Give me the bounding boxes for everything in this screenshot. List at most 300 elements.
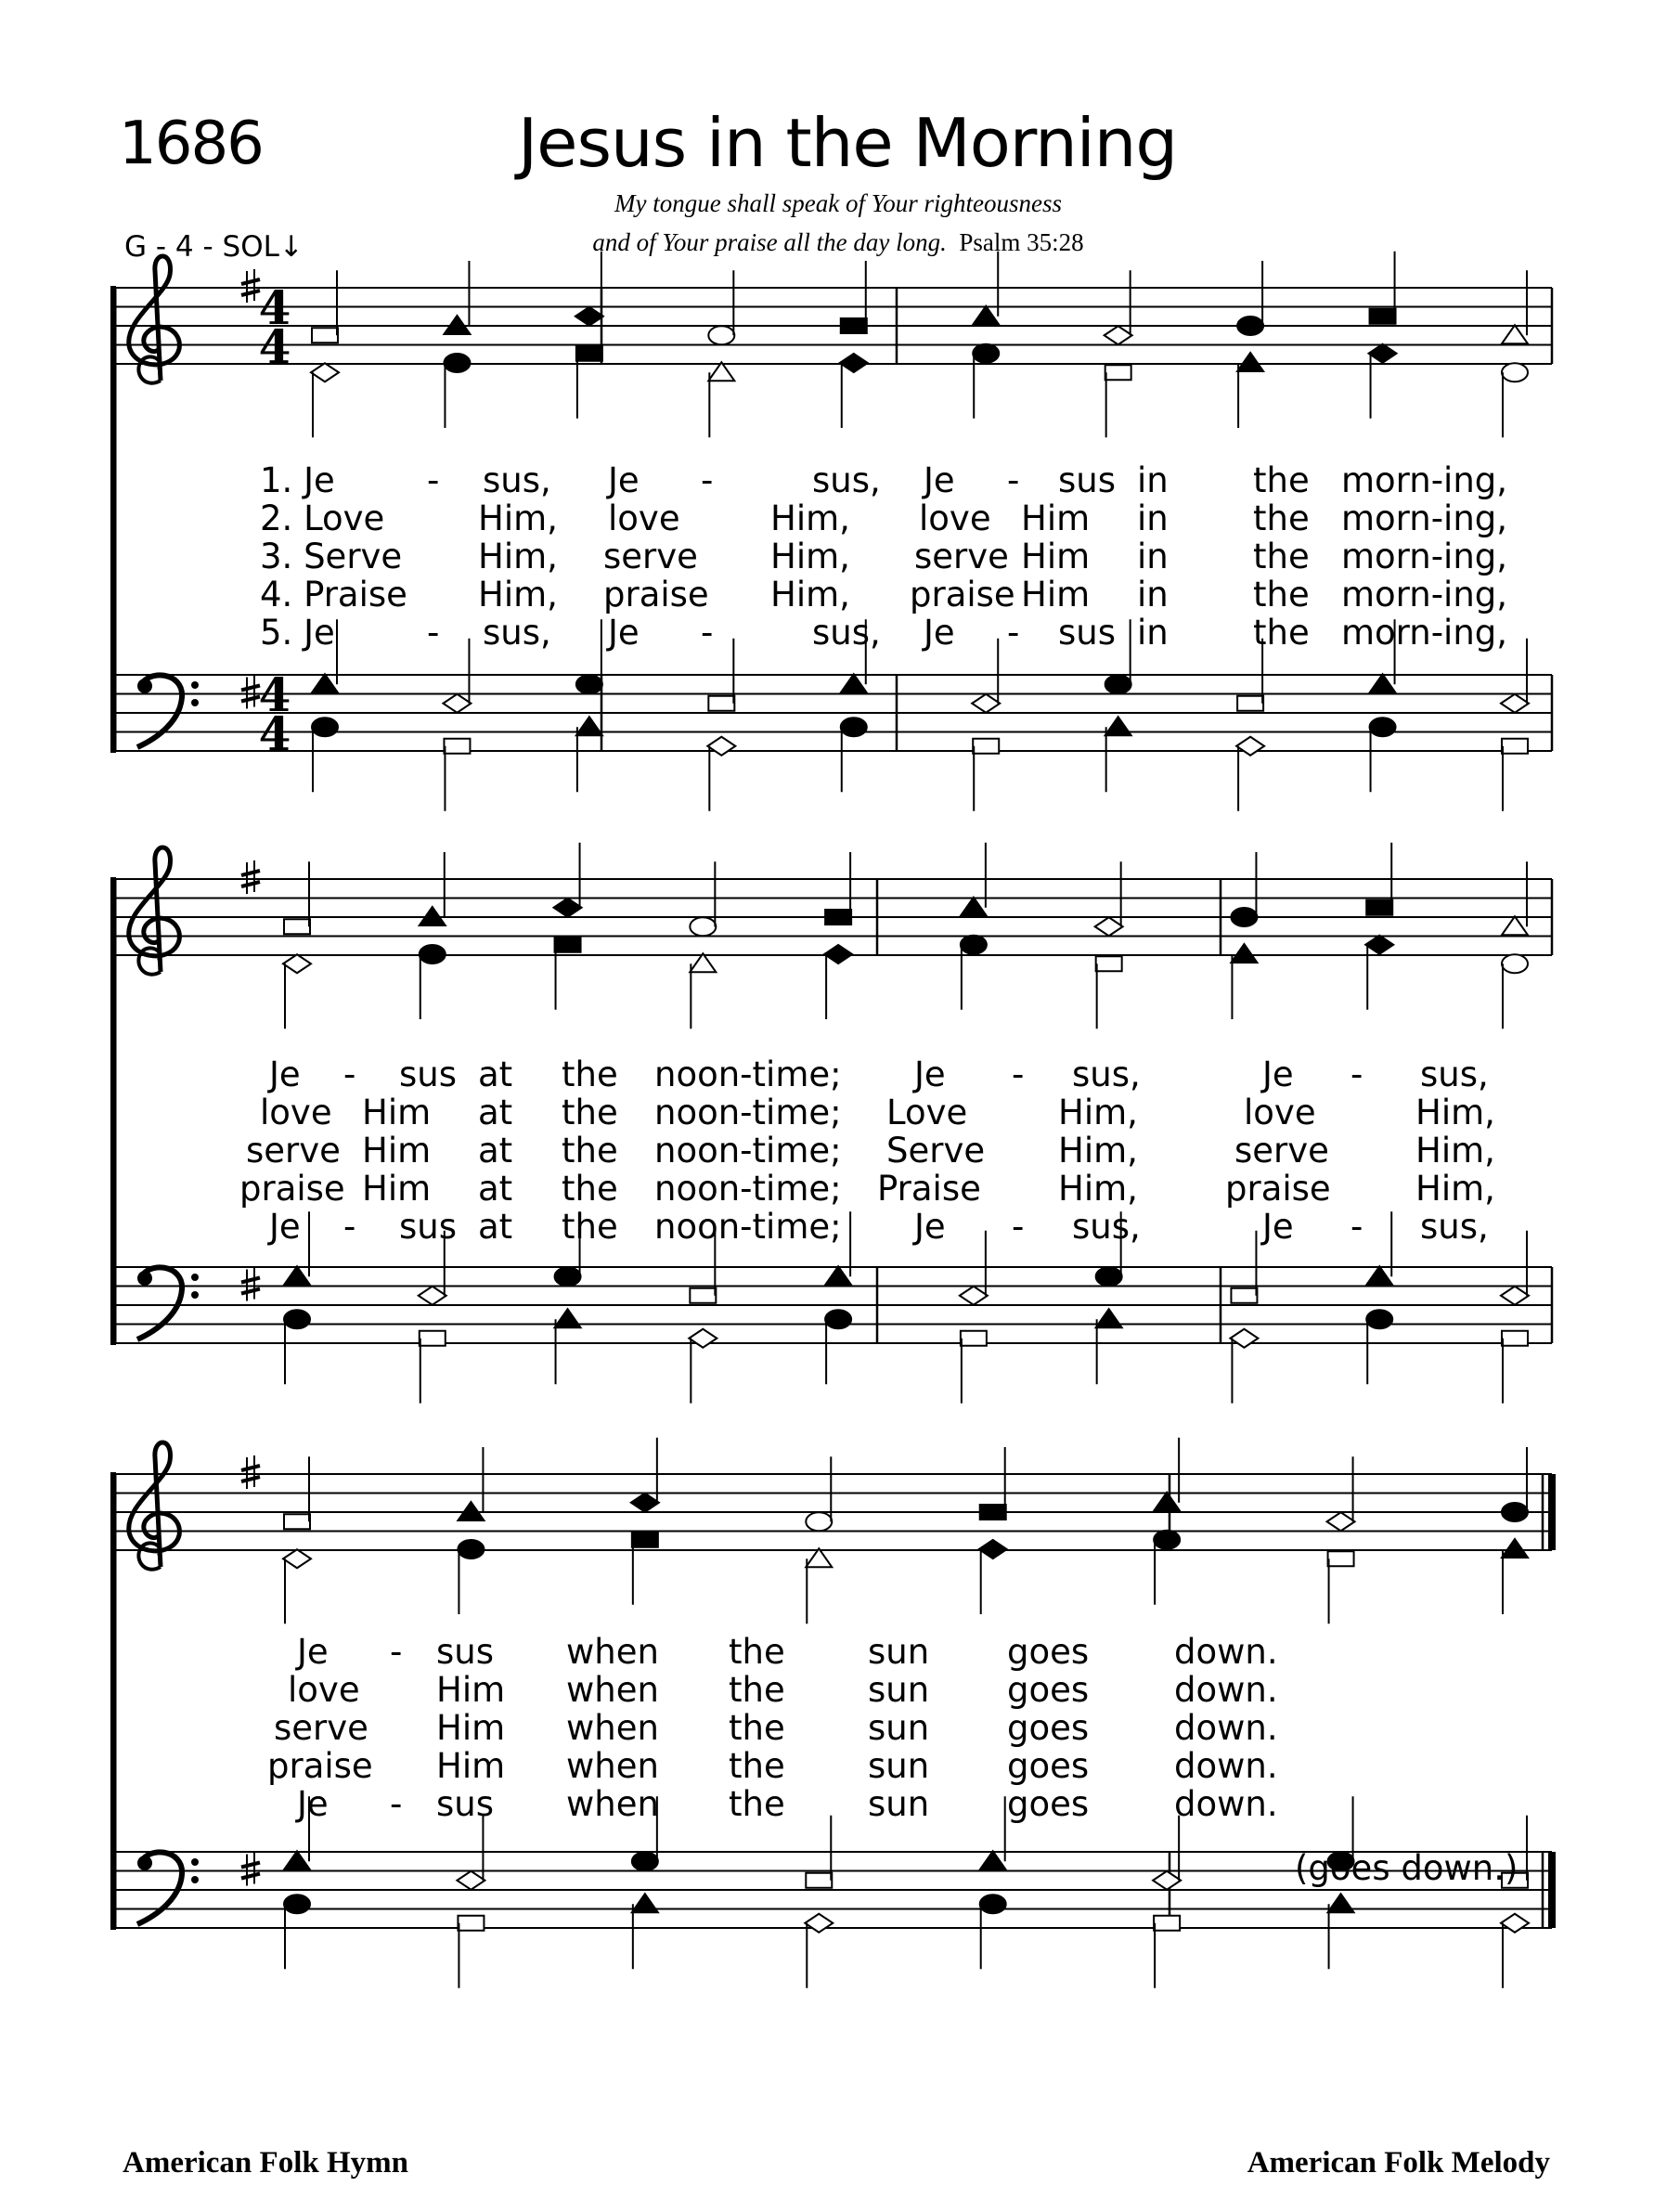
oval-note-head [1237,317,1263,335]
lyric-syllable: praise [239,1169,345,1209]
tenor-note [980,1796,1006,1869]
bass-note [1105,717,1131,792]
lyric-syllable: the [729,1784,785,1824]
diamond-note-head [575,307,603,326]
lyric-syllable: - [427,460,440,500]
lyric-syllable: in [1137,460,1169,500]
diamond-note-head [1095,917,1123,936]
lyric-syllable: serve [603,537,698,576]
lyric-syllable: sus [399,1207,458,1247]
diamond-note-head [824,945,852,964]
diamond-note-head [840,354,868,372]
alto-note [1502,954,1528,1028]
oval-note-head [1105,675,1131,693]
hymn-title: Jesus in the Morning [517,104,1178,182]
oval-note-head [961,936,987,954]
lyric-syllable: Je [297,1632,329,1672]
lyric-syllable: the [562,1054,618,1094]
oval-note-head [458,1540,484,1559]
scripture-reference: Psalm 35:28 [959,228,1084,256]
triangle-note-head [1105,717,1131,735]
triangle-note-head [555,1309,581,1327]
lyric-syllable: Him, [478,498,558,538]
lyric-syllable: Serve [886,1131,986,1171]
lyric-syllable: Him [1021,537,1091,576]
scripture-text-1: My tongue shall speak of Your righteousness [614,189,1062,217]
oval-note-head [1502,363,1528,382]
lyric-syllable: sus, [812,613,881,653]
treble-clef-body [129,1442,180,1567]
bass-clef-icon [137,675,199,747]
system-bracket [110,877,116,1345]
alto-note [420,945,446,1019]
alto-note [1369,344,1397,419]
square-note-head [555,938,581,952]
lyric-syllable: goes [1007,1746,1090,1786]
bass-note [1096,1309,1122,1384]
lyric-syllable: Je [924,460,955,500]
lyric-syllable: serve [274,1708,368,1748]
lyric-syllable: the [729,1746,785,1786]
lyric-syllable: - [1012,1054,1025,1094]
diamond-note-head [554,899,582,917]
square-note-head [284,1514,310,1529]
diamond-note-head [960,1287,988,1305]
oval-note-head [444,354,470,372]
lyric-syllable: Je [1262,1207,1294,1247]
tenor-note [576,619,602,693]
alto-note [311,363,339,437]
alto-note [1328,1551,1354,1623]
lyric-syllable: - [1007,460,1020,500]
triangle-note-head [1502,325,1528,343]
square-note-head [1502,1331,1528,1346]
square-note-head [1502,739,1528,754]
bass-clef-dot [191,1858,199,1866]
bass-note [1328,1894,1354,1969]
lyric-syllable: goes [1007,1670,1090,1710]
lyric-syllable: morn-ing, [1341,575,1508,614]
lyric-syllable: Him [362,1093,432,1132]
system-bracket [110,286,116,753]
diamond-note-head [1153,1871,1181,1890]
lyric-syllable: Him, [770,498,850,538]
triangle-note-head [690,953,716,972]
alto-note [576,346,602,419]
alto-note [555,938,581,1010]
triangle-note-head [284,1851,310,1869]
soprano-note [1237,261,1263,335]
final-barline-thick [1548,1852,1556,1928]
lyric-syllable: the [562,1207,618,1247]
sharp-bar [241,1289,260,1294]
square-note-head [1105,365,1131,380]
lyric-syllable: down. [1174,1670,1278,1710]
oval-note-head [632,1852,658,1870]
square-note-head [841,318,867,333]
oval-note-head [1370,718,1396,736]
lyric-syllable: 5. Je [260,613,335,653]
lyric-syllable: down. [1174,1708,1278,1748]
bass-clef-head [137,1271,152,1286]
lyric-syllable: sun [868,1670,930,1710]
bass-note [973,739,999,811]
square-note-head [690,1288,716,1303]
square-note-head [1328,1551,1354,1566]
lyric-syllable: - [1350,1207,1363,1247]
square-note-head [444,739,470,754]
soprano-note [444,261,470,334]
lyric-syllable: praise [267,1746,373,1786]
triangle-note-head [284,1266,310,1285]
alto-note [1502,363,1528,437]
square-note-head [284,919,310,934]
lyric-syllable: at [478,1054,513,1094]
triangle-note-head [961,898,987,916]
alto-note [973,344,999,419]
lyric-syllable: - [1012,1207,1025,1247]
bass-note [841,718,867,792]
diamond-note-head [1501,1914,1529,1933]
lyric-syllable: - [343,1054,356,1094]
lyric-syllable: the [1253,460,1310,500]
oval-note-head [1502,1503,1528,1521]
oval-note-head [284,1310,310,1328]
bass-note [632,1894,658,1969]
triangle-note-head [1502,916,1528,935]
oval-note-head [980,1895,1006,1913]
sharp-icon [241,1268,260,1301]
bass-note [805,1914,833,1988]
sharp-bar [241,697,260,702]
key-signature-info: G - 4 - SOL↓ [124,230,304,264]
lyric-syllable: - [390,1784,403,1824]
lyric-syllable: - [427,613,440,653]
lyric-syllable: - [701,613,714,653]
oval-note-head [973,344,999,363]
sharp-bar [241,279,260,284]
lyric-syllable: at [478,1169,513,1209]
text-credit: American Folk Hymn [123,2146,408,2180]
alto-note [1096,956,1122,1028]
diamond-note-head [979,1540,1007,1559]
diamond-note-head [283,954,311,973]
diamond-note-head [1365,936,1393,954]
bass-note [1236,737,1264,811]
lyric-syllable: Him [436,1708,506,1748]
bass-clef-head [137,679,152,693]
bass-note [689,1329,717,1404]
alto-note [1105,365,1131,437]
lyric-syllable: in [1137,537,1169,576]
sharp-icon [241,860,260,894]
alto-note [1365,936,1393,1010]
lyric-syllable: 3. Serve [260,537,403,576]
square-note-head [1370,309,1396,324]
time-signature-top: 4 [258,280,291,335]
oval-note-head [1231,908,1257,926]
sharp-bar [241,686,260,691]
lyric-syllable: love [608,498,680,538]
lyric-syllable: Je [914,1054,946,1094]
lyric-syllable: sus [436,1632,495,1672]
square-note-head [825,910,851,925]
triangle-note-head [1366,1266,1392,1285]
alto-note [840,354,868,428]
lyric-syllable: 2. Love [260,498,385,538]
lyric-syllable: the [562,1131,618,1171]
sharp-bar [241,882,260,886]
lyric-syllable: Him, [478,537,558,576]
lyric-syllable: Him, [1415,1131,1495,1171]
lyric-syllable: - [1350,1054,1363,1094]
oval-note-head [555,1267,581,1286]
lyric-syllable: - [343,1207,356,1247]
lyric-syllable: Je [269,1207,301,1247]
triangle-note-head [825,1266,851,1285]
square-note-head [708,696,734,711]
triangle-note-head [1502,1539,1528,1558]
lyric-syllable: Him, [770,575,850,614]
lyric-syllable: morn-ing, [1341,498,1508,538]
lyric-syllable: Love [886,1093,968,1132]
sharp-bar [241,871,260,875]
square-note-head [1237,696,1263,711]
square-note-head [961,1331,987,1346]
alto-note [708,362,734,437]
lyric-syllable: morn-ing, [1341,537,1508,576]
diamond-note-head [707,737,735,756]
lyric-syllable: praise [910,575,1015,614]
square-note-head [420,1331,446,1346]
bass-clef-head [137,1856,152,1870]
lyric-syllable: noon-time; [654,1093,842,1132]
tune-credit: American Folk Melody [1247,2146,1550,2180]
diamond-note-head [1327,1512,1355,1531]
treble-clef-body [129,256,180,381]
oval-note-head [806,1512,832,1531]
bass-note [555,1309,581,1384]
sharp-bar [241,1874,260,1879]
oval-note-head [312,718,338,736]
triangle-note-head [1154,1493,1180,1511]
diamond-note-head [1105,326,1132,344]
lyric-syllable: sun [868,1784,930,1824]
square-note-head [973,739,999,754]
lyric-syllable: noon-time; [654,1131,842,1171]
bass-note [444,739,470,811]
lyric-syllable: praise [1225,1169,1331,1209]
time-signature-bottom: 4 [258,706,291,761]
lyric-syllable: when [566,1708,659,1748]
sharp-bar [241,1278,260,1283]
lyric-syllable: Him, [1058,1093,1138,1132]
lyric-syllable: down. [1174,1784,1278,1824]
alto-note [1154,1531,1180,1605]
bass-note [1502,739,1528,811]
bass-note [458,1916,484,1988]
bass-clef-dot [191,1876,199,1883]
treble-clef-body [129,847,180,972]
lyric-syllable: sus [1058,613,1117,653]
lyric-syllable: Him [1021,498,1091,538]
sharp-icon [241,1455,260,1489]
diamond-note-head [457,1871,485,1890]
lyric-syllable: the [1253,575,1310,614]
bass-clef-icon [137,1852,199,1924]
system-bracket [110,1472,116,1930]
oval-note-head [690,917,716,936]
triangle-note-head [1237,353,1263,371]
lyric-syllable: sus, [1072,1054,1141,1094]
alto-note [806,1548,832,1623]
bass-note [1366,1310,1392,1384]
bass-clef-dot [191,1274,199,1281]
lyric-syllable: Him, [1415,1093,1495,1132]
oval-note-head [825,1310,851,1328]
oval-note-head [576,675,602,693]
lyric-syllable: serve [914,537,1009,576]
lyric-syllable: serve [246,1131,341,1171]
square-note-head [458,1916,484,1931]
lyric-syllable: Je [608,613,640,653]
square-note-head [806,1873,832,1888]
lyric-syllable: Him, [478,575,558,614]
final-barline-thick [1548,1474,1556,1550]
lyric-syllable: sus, [483,460,551,500]
lyric-syllable: Je [269,1054,301,1094]
sharp-icon [241,676,260,709]
alto-note [690,953,716,1028]
diamond-note-head [689,1329,717,1348]
lyric-syllable: sus [436,1784,495,1824]
lyric-syllable: sus, [1420,1054,1489,1094]
oval-note-head [420,945,446,964]
lyric-syllable: love [260,1093,332,1132]
oval-note-head [1096,1267,1122,1286]
soprano-note [420,852,446,925]
bass-note [1230,1329,1258,1404]
lyric-syllable: Je [608,460,640,500]
lyric-syllable: the [729,1670,785,1710]
lyric-syllable: in [1137,498,1169,538]
diamond-note-head [443,694,471,713]
oval-note-head [284,1895,310,1913]
bass-clef-dot [191,699,199,706]
alto-note [444,354,470,428]
sharp-bar [241,1863,260,1868]
lyric-syllable: Him [362,1169,432,1209]
lyric-syllable: the [729,1632,785,1672]
diamond-note-head [283,1549,311,1568]
triangle-note-head [576,717,602,735]
soprano-note [841,261,867,333]
diamond-note-head [1369,344,1397,363]
lyric-syllable: sun [868,1746,930,1786]
diamond-note-head [1501,1287,1529,1305]
ending-lyric-note: (goes down.) [1295,1848,1518,1888]
diamond-note-head [1501,694,1529,713]
triangle-note-head [806,1548,832,1567]
bass-note [1502,1331,1528,1404]
diamond-note-head [631,1494,659,1512]
lyric-syllable: morn-ing, [1341,613,1508,653]
alto-note [458,1540,484,1614]
bass-note [707,737,735,811]
oval-note-head [1154,1531,1180,1549]
lyric-syllable: noon-time; [654,1054,842,1094]
lyric-syllable: sus, [483,613,551,653]
diamond-note-head [1230,1329,1258,1348]
lyric-syllable: Him [362,1131,432,1171]
lyric-syllable: when [566,1670,659,1710]
lyric-syllable: Praise [877,1169,981,1209]
alto-note [283,954,311,1028]
lyric-syllable: Him [436,1670,506,1710]
lyric-syllable: down. [1174,1746,1278,1786]
lyric-syllable: when [566,1632,659,1672]
time-signature-bottom: 4 [258,319,291,374]
bass-clef-icon [137,1267,199,1339]
lyric-syllable: the [1253,537,1310,576]
triangle-note-head [312,674,338,692]
diamond-note-head [311,363,339,382]
time-signature-top: 4 [258,667,291,722]
triangle-note-head [1096,1309,1122,1327]
sharp-icon [241,1853,260,1886]
alto-note [283,1549,311,1623]
diamond-note-head [805,1914,833,1933]
bass-note [1154,1916,1180,1988]
lyric-syllable: at [478,1131,513,1171]
triangle-note-head [1370,674,1396,692]
lyric-syllable: the [1253,613,1310,653]
lyric-syllable: Him [1021,575,1091,614]
alto-note [824,945,852,1019]
lyric-syllable: sun [868,1708,930,1748]
lyric-syllable: in [1137,613,1169,653]
lyric-syllable: 4. Praise [260,575,407,614]
sharp-bar [241,1466,260,1470]
lyric-syllable: sus [1058,460,1117,500]
lyric-syllable: Him [436,1746,506,1786]
lyric-syllable: down. [1174,1632,1278,1672]
bass-note [312,718,338,792]
bass-note [284,1310,310,1384]
triangle-note-head [980,1851,1006,1869]
bass-note [961,1331,987,1404]
lyric-syllable: when [566,1784,659,1824]
lyric-syllable: Him, [770,537,850,576]
triangle-note-head [1231,944,1257,963]
alto-note [979,1540,1007,1614]
lyric-syllable: - [390,1632,403,1672]
square-note-head [632,1533,658,1547]
diamond-note-head [1236,737,1264,756]
bass-clef-dot [191,1291,199,1299]
lyric-syllable: Him, [1415,1169,1495,1209]
lyric-syllable: sun [868,1632,930,1672]
triangle-note-head [632,1894,658,1912]
bass-clef-dot [191,681,199,689]
lyric-syllable: - [1007,613,1020,653]
bass-note [980,1895,1006,1969]
lyric-syllable: love [1244,1093,1316,1132]
lyric-syllable: when [566,1746,659,1786]
sharp-bar [241,291,260,295]
lyric-syllable: Je [1262,1054,1294,1094]
alto-note [632,1533,658,1605]
